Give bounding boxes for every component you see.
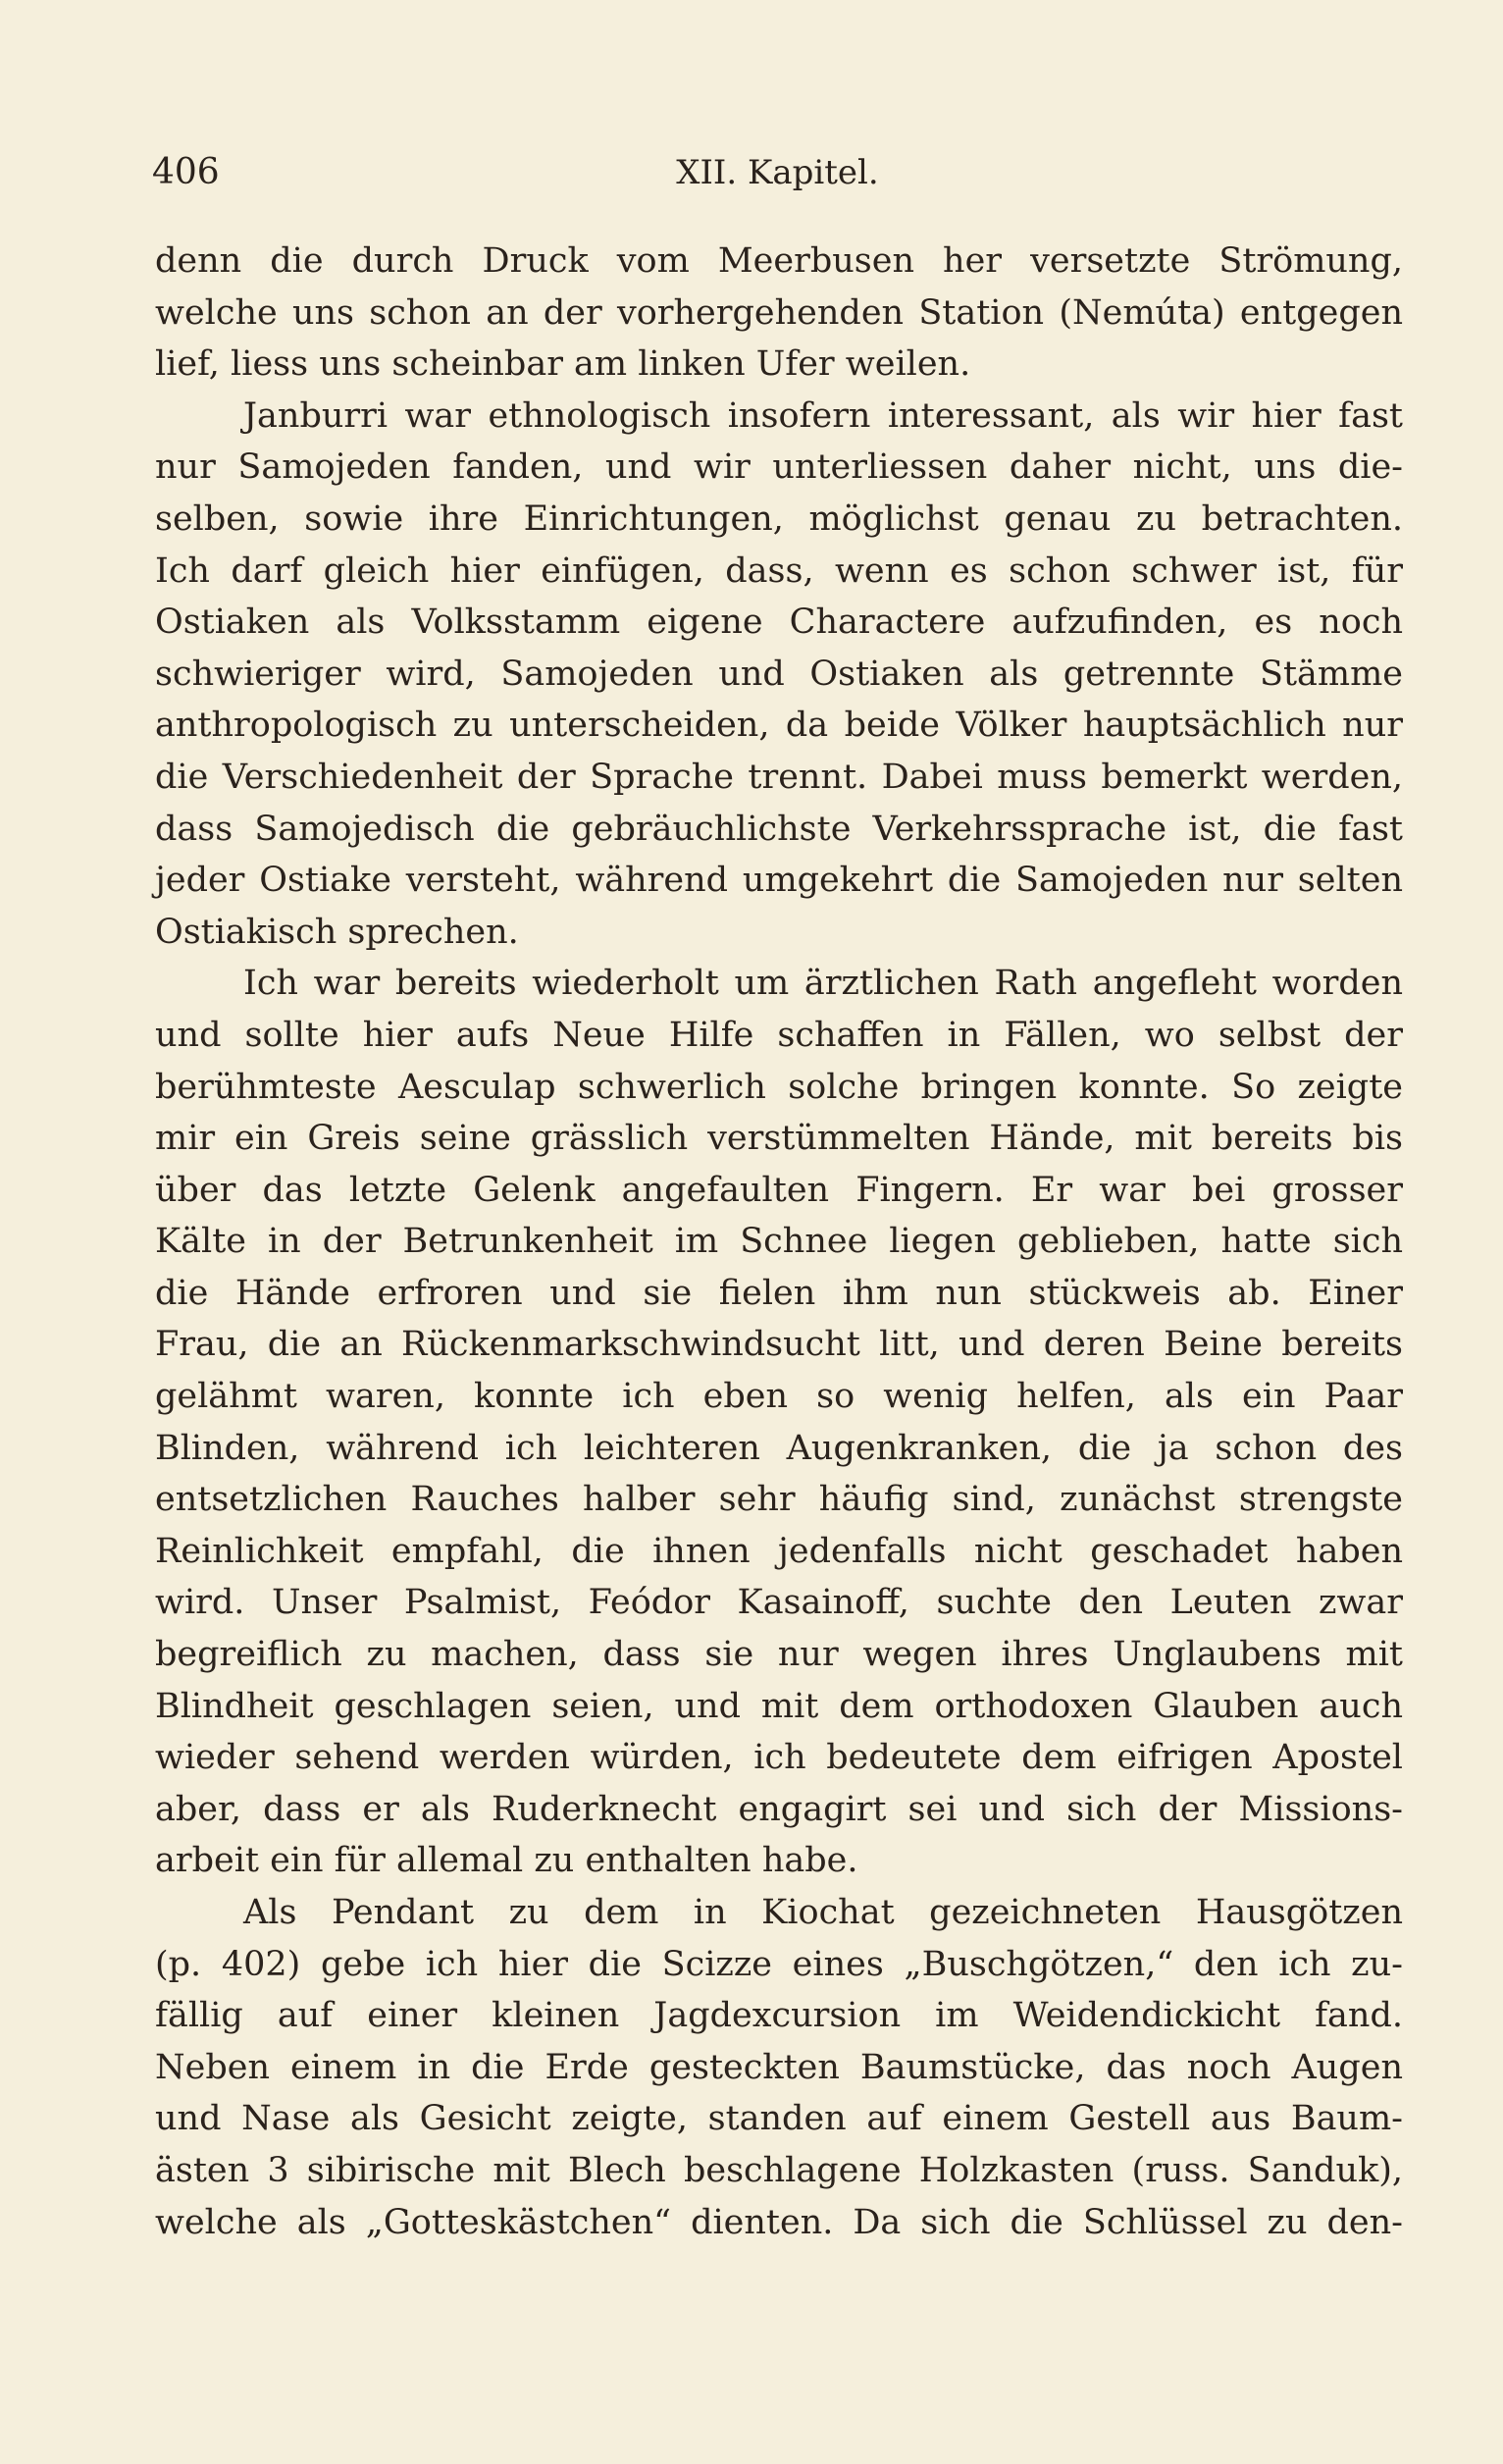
text-line: welche als „Gotteskästchen“ dienten. Da sich die Schlüssel zu den- [155,2202,1403,2242]
text-line: und sollte hier aufs Neue Hilfe schaffen in Fällen, wo selbst der [155,1015,1403,1055]
text-line: Blinden, während ich leichteren Augenkranken, die ja schon des [155,1428,1403,1468]
text-line: Janburri war ethnologisch insofern interessant, als wir hier fast [243,395,1403,436]
text-line: dass Samojedisch die gebräuchlichste Verkehrssprache ist, die fast [155,809,1403,849]
text-line: berühmteste Aesculap schwerlich solche bringen konnte. So zeigte [155,1067,1403,1107]
text-line: fällig auf einer kleinen Jagdexcursion im Weidendickicht fand. [155,1996,1403,2036]
text-line: aber, dass er als Ruderknecht engagirt sei und sich der Missions- [155,1789,1403,1829]
running-head: XII. Kapitel. [676,153,879,192]
text-line: wird. Unser Psalmist, Feódor Kasainoff, suchte den Leuten zwar [155,1583,1403,1623]
text-line: die Verschiedenheit der Sprache trennt. Dabei muss bemerkt werden, [155,757,1403,797]
text-line: Ich darf gleich hier einfügen, dass, wenn es schon schwer ist, für [155,550,1403,591]
page-header [152,149,1403,196]
page-number: 406 [152,152,220,192]
text-line: anthropologisch zu unterscheiden, da beide Völker hauptsächlich nur [155,706,1403,746]
text-line: begreiflich zu machen, dass sie nur wegen ihres Unglaubens mit [155,1635,1403,1675]
text-line: lief, liess uns scheinbar am linken Ufer weilen. [155,344,971,385]
text-line: wieder sehend werden würden, ich bedeutete dem eifrigen Apostel [155,1738,1403,1778]
text-line: selben, sowie ihre Einrichtungen, möglichst genau zu betrachten. [155,498,1403,539]
text-line: die Hände erfroren und sie fielen ihm nun stückweis ab. Einer [155,1273,1403,1313]
text-line: gelähmt waren, konnte ich eben so wenig helfen, als ein Paar [155,1377,1403,1417]
text-line: entsetzlichen Rauches halber sehr häufig sind, zunächst strengste [155,1480,1403,1520]
text-line: ästen 3 sibirische mit Blech beschlagene Holzkasten (russ. Sanduk), [155,2150,1403,2190]
text-line: über das letzte Gelenk angefaulten Fingern. Er war bei grosser [155,1170,1403,1210]
text-line: mir ein Greis seine grässlich verstümmelten Hände, mit bereits bis [155,1119,1403,1159]
text-line: denn die durch Druck vom Meerbusen her versetzte Strömung, [155,241,1403,281]
text-line: Ich war bereits wiederholt um ärztlichen Rath angefleht worden [243,964,1403,1004]
text-line: Neben einem in die Erde gesteckten Baumstücke, das noch Augen [155,2047,1403,2087]
text-line: Reinlichkeit empfahl, die ihnen jedenfalls nicht geschadet haben [155,1531,1403,1571]
text-line: Kälte in der Betrunkenheit im Schnee liegen geblieben, hatte sich [155,1222,1403,1262]
text-line: schwieriger wird, Samojeden und Ostiaken als getrennte Stämme [155,654,1403,694]
text-line: Ostiaken als Volksstamm eigene Charactere aufzufinden, es noch [155,603,1403,643]
text-line: und Nase als Gesicht zeigte, standen auf einem Gestell aus Baum- [155,2099,1403,2139]
text-line: arbeit ein für allemal zu enthalten habe. [155,1841,858,1881]
text-line: Ostiakisch sprechen. [155,912,519,952]
text-line: jeder Ostiake versteht, während umgekehrt die Samojeden nur selten [155,861,1403,901]
text-line: Blindheit geschlagen seien, und mit dem orthodoxen Glauben auch [155,1686,1403,1726]
text-line: (p. 402) gebe ich hier die Scizze eines „Buschgötzen,“ den ich zu- [155,1944,1403,1984]
text-line: nur Samojeden fanden, und wir unterliessen daher nicht, uns die- [155,447,1403,488]
text-line: welche uns schon an der vorhergehenden Station (Nemúta) entgegen [155,292,1403,333]
text-line: Frau, die an Rückenmarkschwindsucht litt, und deren Beine bereits [155,1325,1403,1365]
body-text [155,236,1403,2248]
text-line: Als Pendant zu dem in Kiochat gezeichneten Hausgötzen [243,1893,1403,1932]
